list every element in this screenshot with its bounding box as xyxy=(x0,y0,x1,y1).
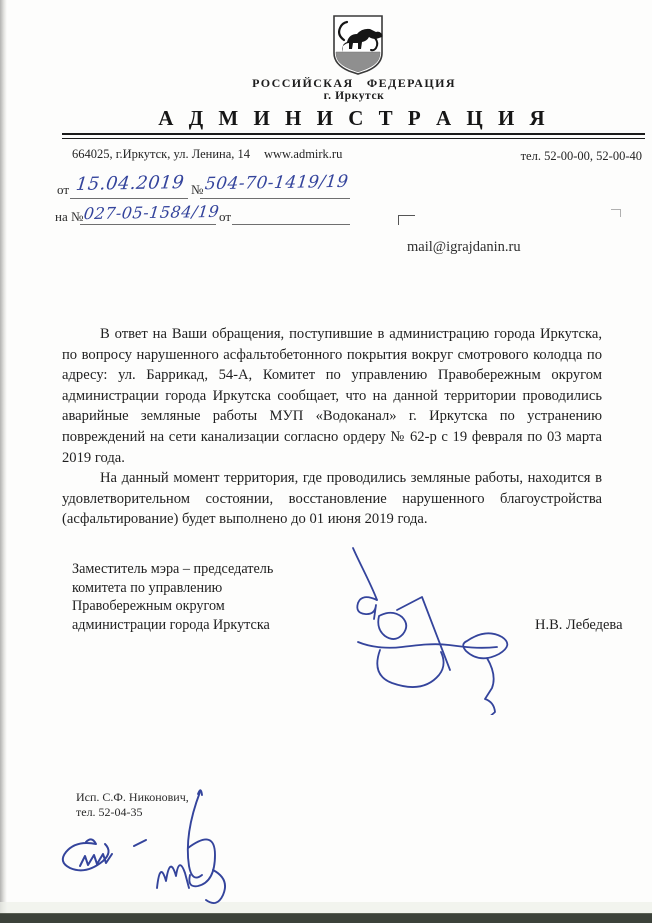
ref-date-underline xyxy=(70,198,188,199)
ref-number-underline xyxy=(200,198,350,199)
header-country: РОССИЙСКАЯ ФЕДЕРАЦИЯ xyxy=(252,76,456,90)
position-line: администрации города Иркутска xyxy=(72,616,270,633)
header-city: г. Иркутск xyxy=(323,90,385,102)
header-phone: тел. 52-00-00, 52-00-40 xyxy=(520,149,642,163)
scan-edge-left xyxy=(0,0,7,923)
signature-lebedeva-icon xyxy=(333,540,523,720)
ref-date-handwritten: 15.04.2019 xyxy=(74,172,186,195)
footer-signatures-icon xyxy=(50,780,300,923)
reply-from-underline xyxy=(232,224,350,225)
recipient-email: mail@igrajdanin.ru xyxy=(407,239,521,255)
body-paragraph-1: В ответ на Ваши обращения, поступившие в администрацию города Иркутска, по вопросу нарушенного асфальтобетонного покрытия вокруг смотрового колодца по адресу: ул. Баррикад, 54-А, Комитет по управлению Правобережным округом администрации города Иркутска сообщает, что на данной территории проводились аварийные земляные работы МУП «Водоканал» г. Иркутска по устранению повреждений на сети канализации согласно ордеру № 62-р с 19 февраля по 03 марта 2019 года. xyxy=(62,326,602,466)
header-divider-rule xyxy=(62,133,645,139)
executor-phone: тел. 52-04-35 xyxy=(76,805,143,819)
ref-number-label: № xyxy=(191,182,204,197)
reply-ref-label: на № xyxy=(55,209,84,224)
executor-name: Исп. С.Ф. Никонович, xyxy=(76,790,189,804)
position-line: комитета по управлению xyxy=(72,579,223,596)
signer-position-block xyxy=(72,560,273,634)
position-line: Правобережным округом xyxy=(72,598,225,614)
header-address xyxy=(72,147,342,162)
ref-from-label: от xyxy=(57,182,70,197)
irkutsk-coat-of-arms-icon xyxy=(330,14,386,81)
recipient-corner-mark-left xyxy=(398,215,415,225)
reply-ref-underline xyxy=(80,224,216,225)
address-text: 664025, г.Иркутск, ул. Ленина, 14 xyxy=(72,147,250,161)
recipient-corner-mark-right xyxy=(611,209,621,217)
signer-name: Н.В. Лебедева xyxy=(535,617,623,633)
letter-body xyxy=(62,324,602,530)
body-paragraph-2: На данный момент территория, где проводились земляные работы, находится в удовлетворительном состоянии, восстановление нарушенного благоустройства (асфальтирование) будет выполнено до 01 июня 2019 года. xyxy=(62,470,602,528)
website-text: www.admirk.ru xyxy=(264,147,343,161)
reply-ref-handwritten: 027-05-1584/19 xyxy=(82,201,221,224)
ref-number-handwritten: 504-70-1419/19 xyxy=(203,171,350,195)
position-line: Заместитель мэра – председатель xyxy=(72,561,274,577)
header-org-title: А Д М И Н И С Т Р А Ц И Я xyxy=(158,106,550,130)
reply-from-label: от xyxy=(219,209,232,224)
